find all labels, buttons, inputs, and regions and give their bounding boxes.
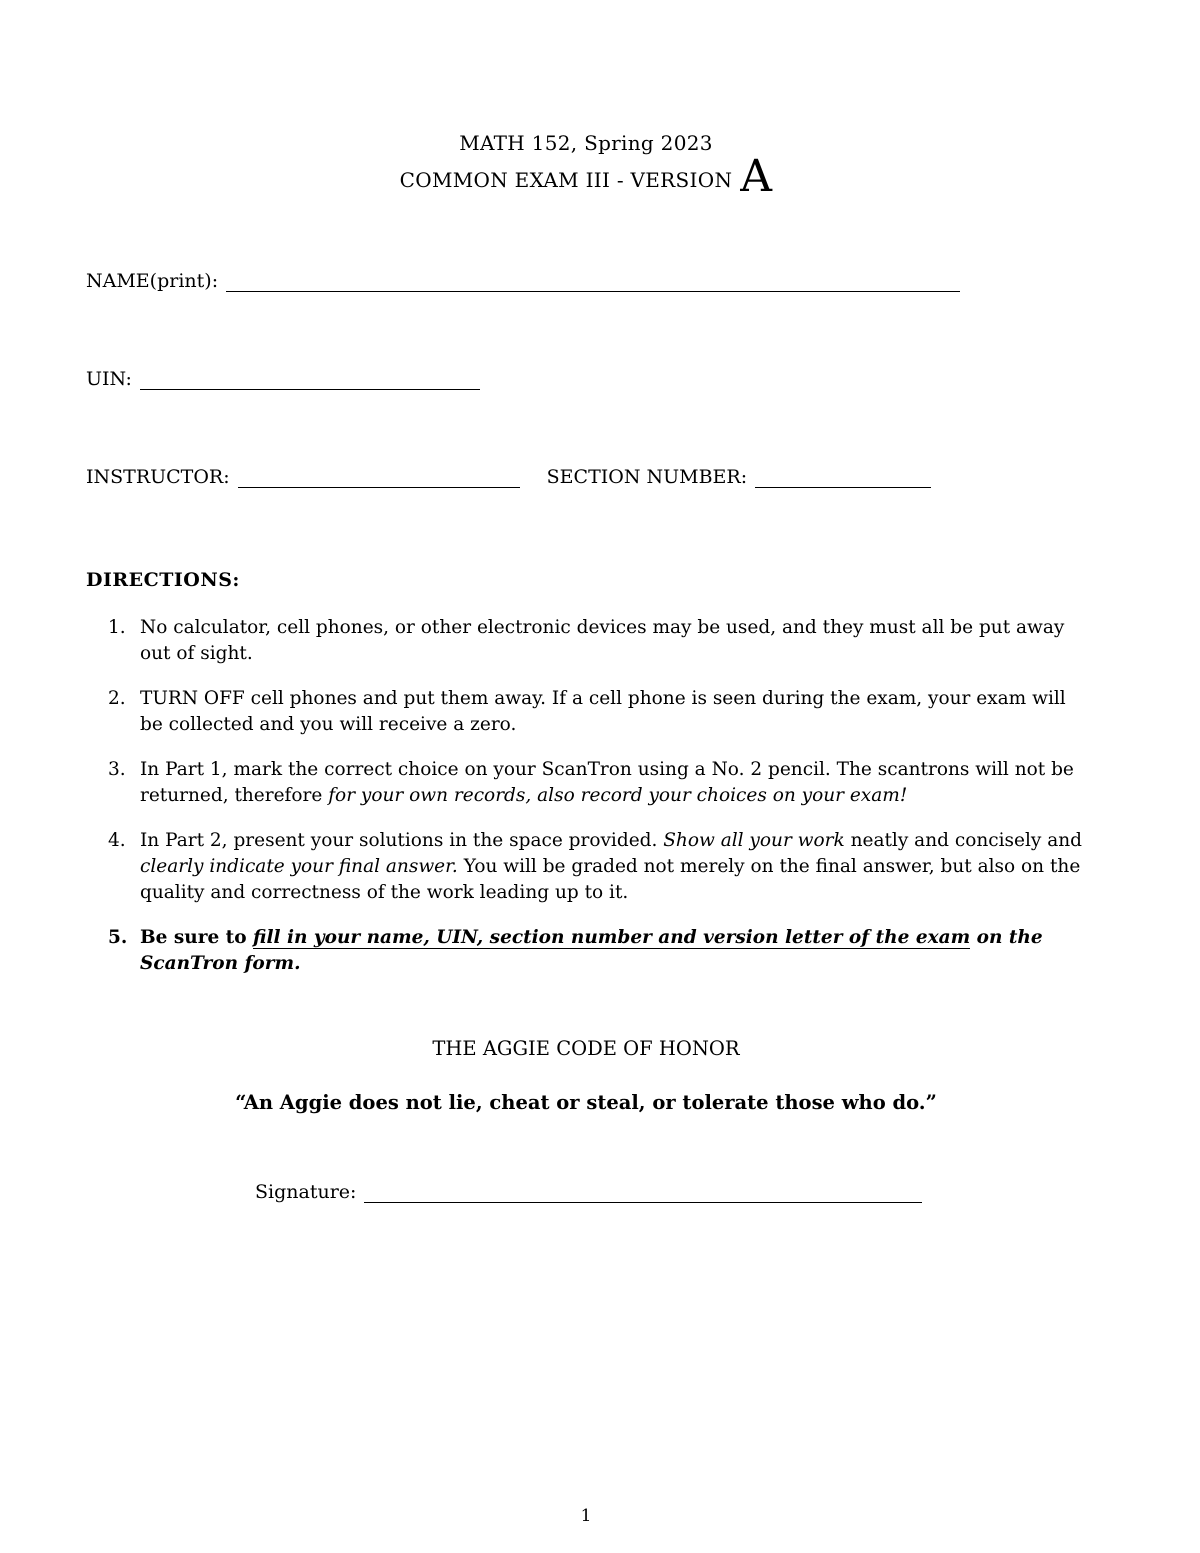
name-label: NAME(print):: [86, 270, 219, 292]
section-number-input-line[interactable]: [755, 467, 931, 488]
honor-code-quote: “An Aggie does not lie, cheat or steal, or tolerate those who do.”: [235, 1091, 937, 1114]
direction-item-1: [108, 615, 1088, 667]
honor-code-title: THE AGGIE CODE OF HONOR: [432, 1037, 740, 1060]
exam-title-text: COMMON EXAM III - VERSION: [399, 168, 733, 192]
direction-text-italic: on the ScanTron form.: [140, 927, 1043, 974]
version-letter: A: [740, 151, 773, 202]
instructor-input-line[interactable]: [238, 467, 520, 488]
direction-text-plain: In Part 2, present your solutions in the space provided.: [140, 830, 664, 851]
direction-text: [140, 828, 1088, 906]
instructor-label: INSTRUCTOR:: [86, 466, 230, 488]
direction-item-4: [108, 828, 1088, 906]
direction-text-italic: clearly indicate your final answer.: [140, 856, 458, 877]
direction-text-plain: neatly and concisely and: [844, 830, 1082, 851]
signature-row: [255, 1181, 922, 1203]
signature-label: Signature:: [255, 1181, 357, 1203]
direction-item-2: [108, 686, 1088, 738]
direction-item-5: [108, 925, 1088, 977]
direction-text: No calculator, cell phones, or other electronic devices may be used, and they must all be put away out of sight.: [140, 617, 1065, 664]
directions-heading: DIRECTIONS:: [86, 569, 240, 591]
direction-text-italic: for your own records, also record your choices on your exam!: [328, 785, 908, 806]
direction-text-plain: Be sure to: [140, 927, 253, 948]
direction-text: [140, 757, 1088, 809]
direction-text-plain: You will be graded not merely on the final answer, but also on the quality and correctness of the work leading up to it.: [140, 856, 1081, 903]
direction-number: 4.: [108, 830, 126, 851]
uin-field-row: [86, 368, 480, 390]
direction-number: 2.: [108, 688, 126, 709]
page-number: 1: [580, 1506, 592, 1526]
uin-input-line[interactable]: [140, 369, 480, 390]
direction-number: 5.: [108, 927, 128, 948]
direction-text-underlined: fill in your name, UIN, section number and version letter of the exam: [253, 927, 971, 948]
instructor-section-row: [86, 466, 931, 488]
direction-text: [140, 925, 1088, 977]
direction-number: 1.: [108, 617, 126, 638]
name-field-row: [86, 270, 960, 292]
name-input-line[interactable]: [226, 271, 960, 292]
direction-text: TURN OFF cell phones and put them away. If a cell phone is seen during the exam, your exam will be collected and you will receive a zero.: [140, 688, 1066, 735]
exam-title: [0, 151, 1172, 202]
section-number-label: SECTION NUMBER:: [546, 466, 748, 488]
direction-text-italic: Show all your work: [663, 830, 845, 851]
course-title: MATH 152, Spring 2023: [459, 131, 713, 155]
direction-item-3: [108, 757, 1088, 809]
direction-text-plain: In Part 1, mark the correct choice on your ScanTron using a No. 2 pencil. The scantrons will not be returned, therefore: [140, 759, 1074, 806]
uin-label: UIN:: [86, 368, 132, 390]
direction-number: 3.: [108, 759, 126, 780]
signature-input-line[interactable]: [364, 1182, 922, 1203]
